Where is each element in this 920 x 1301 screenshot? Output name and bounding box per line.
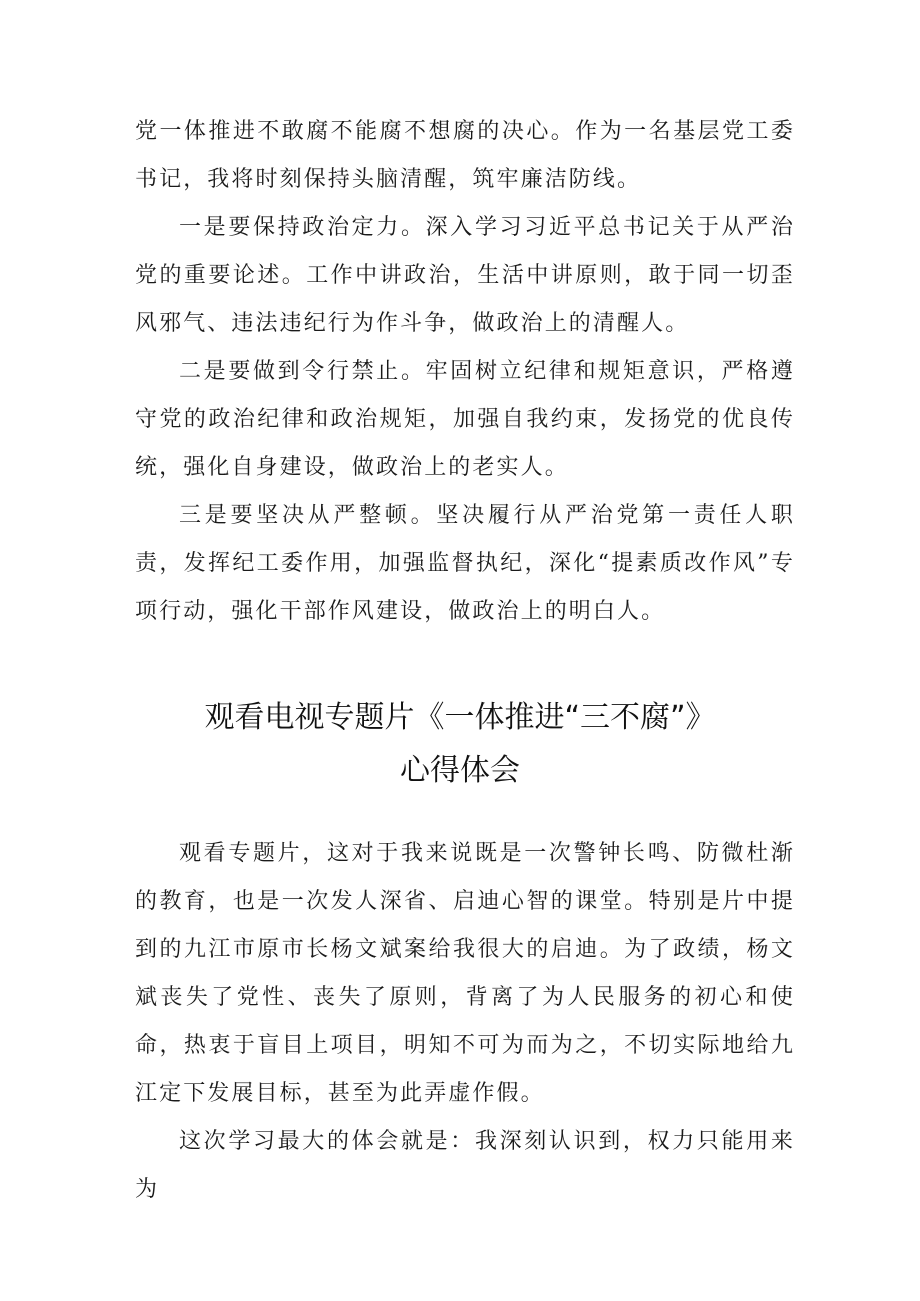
paragraph-continuation: 党一体推进不敢腐不能腐不想腐的决心。作为一名基层党工委书记，我将时刻保持头脑清醒，筑牢廉洁防线。: [135, 119, 795, 192]
section-title-line1: 观看电视专题片《一体推进“三不腐”》: [204, 700, 716, 735]
paragraph-learning-takeaway: 这次学习最大的体会就是：我深刻认识到，权力只能用来为: [135, 1129, 795, 1202]
paragraph-rectification: 三是要坚决从严整顿。坚决履行从严治党第一责任人职责，发挥纪工委作用，加强监督执纪，深化“提素质改作风”专项行动，强化干部作风建设，做政治上的明白人。: [135, 503, 795, 624]
paragraph-political-stance: 一是要保持政治定力。深入学习习近平总书记关于从严治党的重要论述。工作中讲政治，生活中讲原则，敢于同一切歪风邪气、违法违纪行为作斗争，做政治上的清醒人。: [135, 215, 795, 336]
section-title-line2: 心得体会: [400, 753, 520, 788]
paragraph-discipline: 二是要做到令行禁止。牢固树立纪律和规矩意识，严格遵守党的政治纪律和政治规矩，加强自我约束，发扬党的优良传统，强化自身建设，做政治上的老实人。: [135, 359, 795, 480]
paragraph-film-reflection: 观看专题片，这对于我来说既是一次警钟长鸣、防微杜渐的教育，也是一次发人深省、启迪心智的课堂。特别是片中提到的九江市原市长杨文斌案给我很大的启迪。为了政绩，杨文斌丧失了党性、丧失了原则，背离了为人民服务的初心和使命，热衷于盲目上项目，明知不可为而为之，不切实际地给九江定下发展目标，甚至为此弄虚作假。: [135, 841, 795, 1106]
